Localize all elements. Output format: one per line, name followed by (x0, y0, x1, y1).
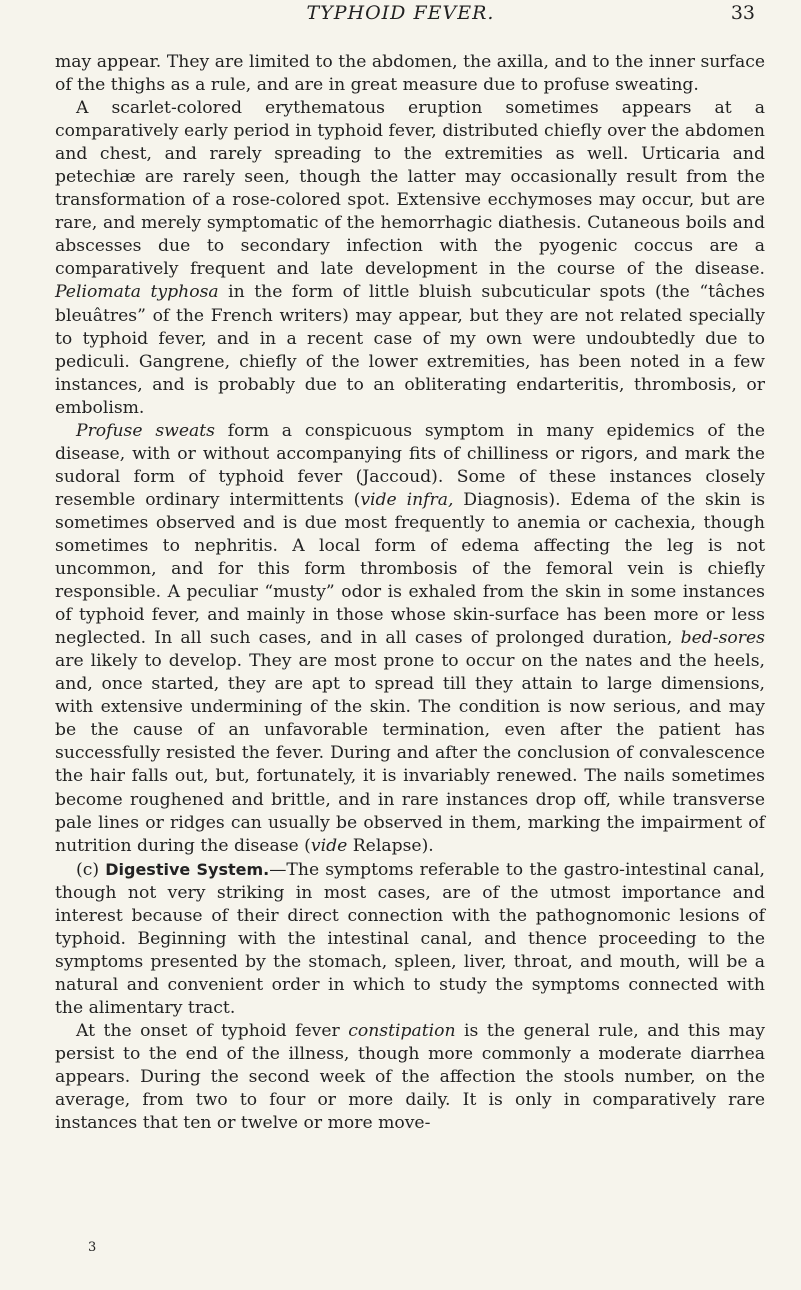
body-text (55, 51, 765, 1135)
paragraph-text: is the general rule, and this may persist to the end of the illness, though more commonly a moderate diarrhea appears. During the second week of the affection the stools number, on the average, from two to four or more daily. It is only in comparatively rare instances that ten or twelve or more move- (55, 1020, 766, 1134)
paragraph-text: Relapse). (352, 835, 434, 856)
section-heading: Digestive System. (105, 859, 270, 879)
paragraph-continuation: may appear. They are limited to the abdomen, the axilla, and to the inner surface of the thighs as a rule, and are in great measure due to profuse sweating. (55, 52, 765, 96)
signature-mark: 3 (88, 1240, 97, 1255)
paragraph-text: are likely to develop. They are most prone to occur on the nates and the heels, and, once started, they are apt to spread till they attain to large dimensions, with extensive undermining of the skin. The condition is now serious, and may be the cause of an unfavorable termination, even after the patient has successfully resisted the fever. During and after the conclusion of convalescence the hair falls out, but, fortunately, it is invariably renewed. The nails sometimes become roughened and brittle, and in rare instances drop off, while transverse pale lines or ridges can usually be observed in them, marking the impairment of nutrition during the disease ( (55, 651, 765, 856)
italic-reference: vide (310, 835, 348, 856)
paragraph-eruptions (55, 97, 765, 420)
paragraph-text: form a conspicuous symptom in many epidemics of the disease, with or without accompanying fits of chilliness or rigors, and mark the sudoral form of typhoid fever (Jaccoud). Some of these instances closely resemble ordinary intermittents ( (55, 420, 765, 510)
paragraph-sweats (55, 420, 765, 858)
paragraph-constipation (55, 1020, 765, 1135)
paragraph-text: A scarlet-colored erythematous eruption sometimes appears at a comparatively early period in typhoid fever, distributed chiefly over the abdomen and chest, and rarely spreading to the extremities as well. Urticaria and petechiæ are rarely seen, though the latter may occasionally result from the transformation of a rose-colored spot. Extensive ecchymoses may occur, but are rare, and merely symptomatic of the hemorrhagic diathesis. Cutaneous boils and abscesses due to secondary infection with the pyogenic coccus are a comparatively frequent and late development in the course of the disease. (55, 98, 765, 280)
paragraph-text: Diagnosis). Edema of the skin is sometimes observed and is due most frequently to anemia or cachexia, though sometimes to nephritis. A local form of edema affecting the leg is not uncommon, and for this form thrombosis of the femoral vein is chiefly responsible. A peculiar “musty” odor is exhaled from the skin in some instances of typhoid fever, and mainly in those whose skin-surface has been more or less neglected. In all such cases, and in all cases of prolonged duration, (55, 489, 766, 649)
paragraph-text: in the form of little bluish subcuticular spots (the “tâches bleuâtres” of the French writers) may appear, but they are not related specially to typhoid fever, and in a recent case of my own were undoubtedly due to pediculi. Gangrene, chiefly of the lower extremities, has been noted in a few instances, and is probably due to an obliterating endarteritis, thrombosis, or embolism. (55, 282, 765, 418)
running-head-title: TYPHOID FEVER. (306, 2, 495, 24)
italic-term: Profuse sweats (76, 420, 216, 441)
italic-reference: vide infra, (360, 489, 454, 510)
italic-term: constipation (348, 1020, 456, 1041)
paragraph-text: At the onset of typhoid fever (76, 1020, 340, 1041)
page-number: 33 (730, 2, 755, 24)
paragraph-text: —The symptoms referable to the gastro-intestinal canal, though not very striking in most cases, are of the utmost importance and interest because of their direct connection with the pathognomonic lesions of typhoid. Beginning with the intestinal canal, and thence proceeding to the symptoms presented by the stomach, spleen, liver, throat, and mouth, will be a natural and convenient order in which to study the symptoms connected with the alimentary tract. (55, 859, 765, 1018)
paragraph-digestive (55, 858, 765, 1020)
italic-term: Peliomata typhosa (55, 282, 219, 303)
running-head (0, 2, 801, 36)
section-label: (c) (76, 859, 100, 880)
italic-term: bed-sores (680, 628, 765, 649)
